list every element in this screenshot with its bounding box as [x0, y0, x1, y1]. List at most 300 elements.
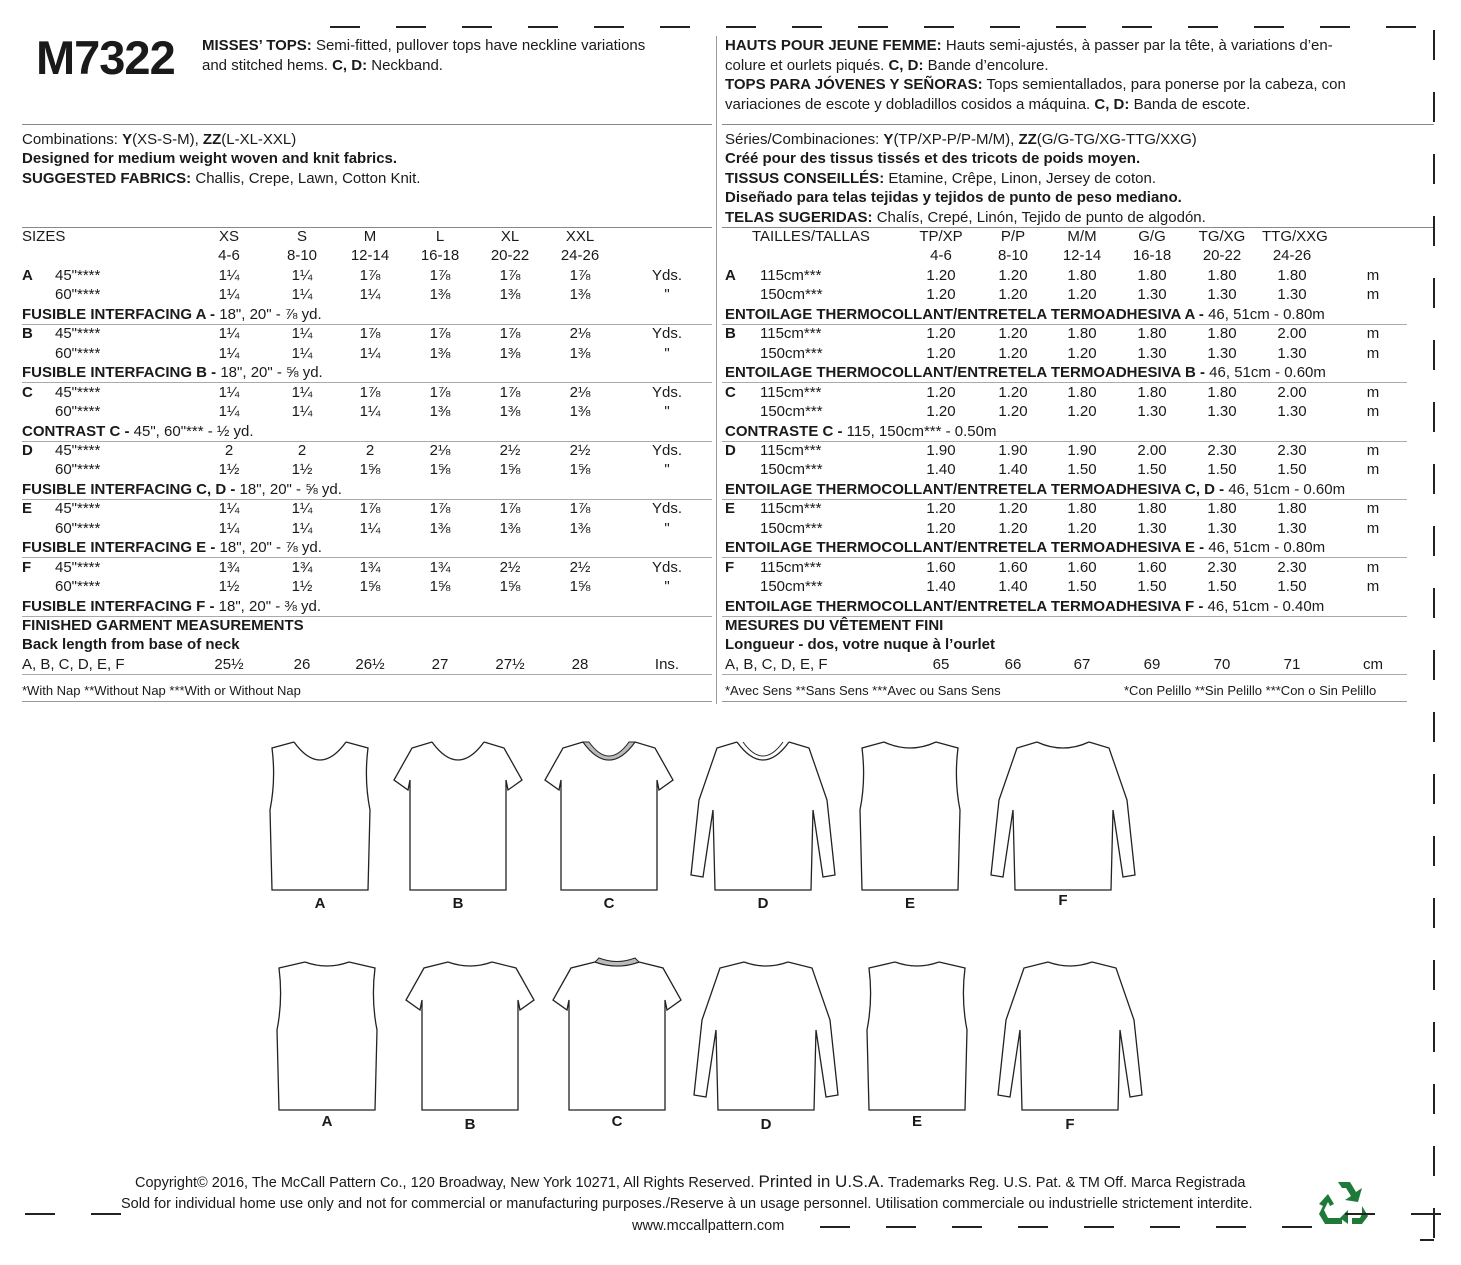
back-length-value: 70	[1213, 655, 1231, 673]
yardage-value: 2.00	[1277, 383, 1307, 401]
yardage-value: 1¾	[218, 558, 240, 576]
fabric-width: 45"****	[55, 325, 101, 343]
yardage-value: 1⅞	[359, 325, 381, 343]
intro-es-views: C, D:	[1094, 95, 1130, 113]
yardage-value: 1¼	[359, 344, 381, 362]
yardage-value: 1.30	[1277, 286, 1307, 304]
size-header: L	[435, 228, 445, 245]
back-length-value: 66	[1004, 655, 1022, 673]
yardage-value: 1.30	[1277, 344, 1307, 362]
yardage-note-label: ENTOILAGE THERMOCOLLANT/ENTRETELA TERMOADHESIVA A -	[725, 305, 1204, 323]
yardage-note-value: 46, 51cm - 0.60m	[1228, 480, 1346, 498]
fabric-width: 115cm***	[760, 325, 822, 343]
yardage-value: 1⅜	[569, 403, 591, 421]
yardage-value: 1.90	[926, 441, 956, 459]
garment-back-E-neckline	[895, 962, 939, 966]
neckband-line	[743, 742, 783, 756]
cut-dash	[1345, 1213, 1375, 1215]
yardage-value: 1.20	[998, 383, 1028, 401]
yardage-value: 1.20	[998, 403, 1028, 421]
back-view-label: A	[321, 1113, 333, 1130]
yardage-note-label: ENTOILAGE THERMOCOLLANT/ENTRETELA TERMOADHESIVA E -	[725, 539, 1205, 557]
yardage-unit: m	[1366, 558, 1380, 576]
yardage-value: 1⅜	[429, 519, 451, 537]
view-letter: A	[725, 266, 736, 284]
yardage-note-label: FUSIBLE INTERFACING C, D -	[22, 480, 236, 498]
yardage-value: 1⅝	[359, 461, 381, 479]
fabric-width: 115cm***	[760, 558, 822, 576]
garment-back-D	[686, 950, 846, 1130]
yardage-value: 1.50	[1207, 578, 1237, 596]
yardage-value: 1.60	[1137, 558, 1167, 576]
yardage-value: 1.20	[998, 266, 1028, 284]
yardage-value: 2.30	[1277, 441, 1307, 459]
intro-es-line1: Tops semientallados, para ponerse por la cabeza, con	[986, 76, 1346, 93]
yardage-value: 1⅞	[429, 383, 451, 401]
fabric-width: 115cm***	[760, 441, 822, 459]
size-header: TP/XP	[919, 228, 963, 245]
cut-dash-vertical	[1433, 464, 1435, 494]
yardage-value: 1.80	[1067, 325, 1097, 343]
size-header: G/G	[1138, 228, 1166, 245]
yardage-note-label: FUSIBLE INTERFACING F -	[22, 597, 215, 615]
left-combinations: Combinations: Y(XS-S-M), ZZ(L-XL-XXL)	[22, 131, 297, 148]
yardage-value: 1.20	[926, 286, 956, 304]
table-row-rule	[22, 674, 712, 675]
table-row-rule	[722, 674, 1407, 675]
yardage-unit: "	[664, 344, 670, 362]
yardage-value: 1¼	[218, 519, 240, 537]
size-header: XL	[500, 228, 520, 245]
cut-dash	[528, 26, 558, 28]
yardage-value: 2.00	[1137, 441, 1167, 459]
table-bottom-rule	[722, 701, 1407, 702]
cut-dash	[1411, 1213, 1441, 1215]
cut-dash-vertical	[1433, 1208, 1435, 1238]
garment-front-F-outline	[991, 742, 1135, 890]
yardage-value: 1½	[218, 578, 240, 596]
yardage-value: 1.20	[926, 403, 956, 421]
intro-es-line2-end: Banda de escote.	[1133, 95, 1251, 113]
yardage-value: 1.80	[1067, 266, 1097, 284]
fabric-width: 115cm***	[760, 500, 822, 518]
yardage-value: 1¼	[291, 286, 313, 304]
cut-dash	[91, 1213, 121, 1215]
yardage-value: 1⅝	[429, 461, 451, 479]
yardage-value: 1.20	[998, 325, 1028, 343]
yardage-value: 2	[365, 441, 375, 459]
yardage-note	[22, 422, 254, 441]
yardage-value: 1.50	[1277, 578, 1307, 596]
view-letter: F	[22, 558, 32, 576]
garment-back-E-outline	[867, 962, 967, 1110]
yardage-value: 1.20	[998, 286, 1028, 304]
column-divider	[716, 36, 717, 704]
yardage-value: 1⅞	[569, 266, 591, 284]
front-view-label: E	[904, 895, 915, 912]
yardage-note-label: ENTOILAGE THERMOCOLLANT/ENTRETELA TERMOADHESIVA B -	[725, 364, 1205, 382]
yardage-value: 1.20	[998, 344, 1028, 362]
yardage-value: 1.80	[1137, 383, 1167, 401]
yardage-value: 2.00	[1277, 325, 1307, 343]
yardage-note-label: FUSIBLE INTERFACING E -	[22, 539, 216, 557]
size-range: 8-10	[286, 247, 318, 265]
right-suggested-es: TELAS SUGERIDAS: Chalís, Crepé, Linón, Tejido de punto de algodón.	[725, 209, 1206, 226]
garment-front-B-outline	[394, 742, 522, 890]
back-length-value: 28	[571, 655, 589, 673]
yardage-value: 1.80	[1207, 266, 1237, 284]
yardage-value: 1¼	[218, 266, 240, 284]
cut-dash	[1122, 26, 1152, 28]
yardage-value: 1.30	[1137, 344, 1167, 362]
yardage-value: 1.60	[926, 558, 956, 576]
yardage-note-value: 18", 20" - ⅝ yd.	[220, 364, 323, 382]
footer-website: www.mccallpattern.com	[632, 1218, 785, 1234]
garment-front-C	[529, 730, 689, 910]
fabric-width: 60"****	[55, 519, 101, 537]
back-view-label: B	[464, 1116, 476, 1133]
size-range: 20-22	[1202, 247, 1242, 265]
yardage-value: 1½	[291, 578, 313, 596]
yardage-value: 1¼	[291, 325, 313, 343]
yardage-value: 1.20	[926, 325, 956, 343]
intro-es-title: TOPS PARA JÓVENES Y SEÑORAS:	[725, 76, 983, 93]
back-length-value: 71	[1283, 655, 1301, 673]
back-length-value: 25½	[214, 655, 244, 673]
yardage-value: 1⅞	[499, 266, 521, 284]
yardage-value: 1.30	[1207, 519, 1237, 537]
yardage-note-label: FUSIBLE INTERFACING A -	[22, 305, 216, 323]
back-view-label: E	[911, 1113, 922, 1130]
yardage-note-label: ENTOILAGE THERMOCOLLANT/ENTRETELA TERMOADHESIVA C, D -	[725, 480, 1225, 498]
garment-back-A	[247, 950, 407, 1130]
cut-dash	[952, 1226, 982, 1228]
yardage-value: 1.80	[1277, 500, 1307, 518]
garment-front-A	[240, 730, 400, 910]
yardage-value: 1¼	[291, 266, 313, 284]
yardage-value: 1.20	[998, 519, 1028, 537]
yardage-unit: "	[664, 461, 670, 479]
cut-dash	[1320, 26, 1350, 28]
cut-dash-vertical	[1433, 898, 1435, 928]
yardage-value: 2½	[499, 558, 521, 576]
size-header: TG/XG	[1198, 228, 1246, 245]
cut-dash	[1386, 26, 1416, 28]
cut-dash-vertical	[1433, 340, 1435, 370]
size-range: 12-14	[1062, 247, 1102, 265]
fabric-width: 60"****	[55, 403, 101, 421]
back-length-value: 67	[1073, 655, 1091, 673]
fabric-width: 115cm***	[760, 266, 822, 284]
yardage-value: 1⅝	[569, 578, 591, 596]
yardage-value: 1.60	[1067, 558, 1097, 576]
yardage-value: 1.30	[1137, 286, 1167, 304]
yardage-value: 1.50	[1067, 461, 1097, 479]
yardage-value: 1¼	[218, 383, 240, 401]
cut-dash-vertical	[1433, 1084, 1435, 1114]
intro-fr-title: HAUTS POUR JEUNE FEMME:	[725, 37, 942, 54]
garment-back-F	[990, 950, 1150, 1130]
back-view-label: F	[1065, 1116, 1075, 1133]
nap-note: *With Nap **Without Nap ***With or Without Nap	[22, 683, 301, 699]
right-designed-fr: Créé pour des tissus tissés et des tricots de poids moyen.	[725, 150, 1141, 167]
sizes-label: TAILLES/TALLAS	[752, 228, 870, 245]
front-view-label: B	[452, 895, 464, 912]
header-rule-left	[22, 124, 712, 125]
garment-back-A-neckline	[305, 962, 349, 966]
yardage-value: 2½	[569, 558, 591, 576]
yardage-value: 1⅞	[499, 383, 521, 401]
yardage-value: 1¼	[291, 383, 313, 401]
back-view-label: D	[760, 1116, 772, 1133]
back-length-views: A, B, C, D, E, F	[725, 655, 828, 673]
garment-back-C	[537, 950, 697, 1130]
yardage-value: 1⅞	[429, 325, 451, 343]
garment-front-B-neckline	[432, 742, 484, 760]
cut-dash-vertical	[1433, 650, 1435, 680]
view-letter: A	[22, 266, 33, 284]
fabric-width: 45"****	[55, 558, 101, 576]
yardage-value: 2.30	[1207, 558, 1237, 576]
cut-dash	[726, 26, 756, 28]
yardage-value: 2⅛	[569, 325, 591, 343]
fabric-width: 60"****	[55, 286, 101, 304]
cut-dash-vertical	[1433, 1146, 1435, 1176]
cut-dash	[1254, 26, 1284, 28]
intro-french-spanish	[725, 36, 1435, 114]
yardage-value: 1⅜	[429, 286, 451, 304]
garment-back-B-outline	[406, 962, 534, 1110]
cut-dash	[924, 26, 954, 28]
yardage-value: 1⅝	[569, 461, 591, 479]
garment-back-B-neckline	[448, 962, 492, 966]
yardage-value: 1.90	[1067, 441, 1097, 459]
yardage-value: 1⅞	[359, 500, 381, 518]
garment-front-C-outline	[545, 742, 673, 890]
garment-back-F-neckline	[1048, 962, 1092, 966]
garment-back-D-neckline	[744, 962, 788, 966]
size-range: 16-18	[1132, 247, 1172, 265]
back-length-value: 26½	[355, 655, 385, 673]
yardage-value: 1¾	[291, 558, 313, 576]
cut-dash	[858, 26, 888, 28]
cut-dash	[462, 26, 492, 28]
size-range: 12-14	[350, 247, 390, 265]
garment-back-E	[837, 950, 997, 1130]
yardage-unit: m	[1366, 325, 1380, 343]
yardage-value: 2½	[499, 441, 521, 459]
yardage-value: 1.50	[1277, 461, 1307, 479]
right-suggested-fr: TISSUS CONSEILLÉS: Etamine, Crêpe, Linon, Jersey de coton.	[725, 170, 1157, 187]
cut-dash-vertical	[1433, 154, 1435, 184]
yardage-value: 1¼	[218, 286, 240, 304]
yardage-value: 1.20	[998, 500, 1028, 518]
cut-dash	[1150, 1226, 1180, 1228]
yardage-value: 2⅛	[569, 383, 591, 401]
yardage-value: 1.80	[1067, 500, 1097, 518]
intro-fr-line2: colure et ourlets piqués.	[725, 56, 885, 74]
yardage-value: 1⅞	[359, 266, 381, 284]
yardage-note-value: 18", 20" - ⅞ yd.	[219, 305, 322, 323]
left-designed: Designed for medium weight woven and knit fabrics.	[22, 150, 398, 167]
yardage-value: 1⅞	[359, 383, 381, 401]
yardage-value: 1.80	[1137, 500, 1167, 518]
back-length-label: Longueur - dos, votre nuque à l’ourlet	[725, 636, 996, 654]
yardage-value: 1¼	[291, 519, 313, 537]
yardage-value: 1⅜	[569, 286, 591, 304]
yardage-value: 1¼	[291, 500, 313, 518]
cut-dash-vertical	[1433, 960, 1435, 990]
yardage-value: 2	[224, 441, 234, 459]
fabric-width: 150cm***	[760, 344, 823, 362]
yardage-unit: "	[664, 519, 670, 537]
back-length-label: Back length from base of neck	[22, 636, 240, 654]
yardage-value: 1⅜	[499, 344, 521, 362]
size-header: XS	[218, 228, 239, 245]
yardage-note	[725, 363, 1326, 382]
cut-dash	[1282, 1226, 1312, 1228]
garment-back-C-outline	[553, 962, 681, 1110]
view-letter: C	[725, 383, 736, 401]
yardage-note	[22, 305, 322, 324]
size-range: 20-22	[490, 247, 530, 265]
size-header: M	[363, 228, 377, 245]
cut-dash	[820, 1226, 850, 1228]
yardage-note-value: 46, 51cm - 0.80m	[1208, 305, 1325, 323]
yardage-unit: Yds.	[651, 383, 682, 401]
garment-front-E-neckline	[884, 742, 936, 748]
size-range: 4-6	[218, 247, 240, 265]
garment-front-F	[983, 730, 1143, 910]
recycle-icon	[1318, 1178, 1370, 1226]
cut-dash	[660, 26, 690, 28]
pattern-number: M7322	[36, 31, 175, 84]
garment-front-A-outline	[270, 742, 370, 890]
yardage-note	[725, 305, 1325, 324]
yardage-value: 1⅞	[499, 500, 521, 518]
yardage-unit: "	[664, 403, 670, 421]
yardage-value: 1¼	[359, 519, 381, 537]
garment-front-F-neckline	[1037, 742, 1089, 748]
yardage-note-label: CONTRAST C -	[22, 422, 130, 440]
garment-back-D-outline	[694, 962, 838, 1110]
back-length-views: A, B, C, D, E, F	[22, 655, 125, 673]
yardage-value: 1¾	[359, 558, 381, 576]
front-view-label: C	[603, 895, 615, 912]
yardage-value: 1⅞	[429, 266, 451, 284]
garment-back-A-outline	[277, 962, 377, 1110]
view-letter: F	[725, 558, 735, 576]
cut-dash-vertical	[1433, 526, 1435, 556]
size-header: M/M	[1067, 228, 1097, 245]
yardage-value: 1.80	[1137, 325, 1167, 343]
yardage-unit: "	[664, 286, 670, 304]
yardage-value: 1.30	[1277, 519, 1307, 537]
fabric-width: 150cm***	[760, 286, 823, 304]
yardage-note	[22, 480, 342, 499]
view-letter: E	[22, 500, 33, 518]
yardage-value: 1.30	[1277, 403, 1307, 421]
yardage-unit: "	[664, 578, 670, 596]
intro-fr-views: C, D:	[888, 56, 924, 74]
yardage-note	[725, 538, 1325, 557]
fabric-width: 45"****	[55, 383, 101, 401]
printed-text: Printed in U.S.A.	[758, 1172, 885, 1191]
size-range: 24-26	[560, 247, 600, 265]
yardage-unit: m	[1366, 344, 1380, 362]
finished-heading: MESURES DU VÊTEMENT FINI	[725, 617, 944, 634]
yardage-value: 1.50	[1067, 578, 1097, 596]
yardage-value: 1.60	[998, 558, 1028, 576]
yardage-unit: Yds.	[651, 266, 682, 284]
fabric-width: 60"****	[55, 344, 101, 362]
intro-en-title: MISSES’ TOPS:	[202, 37, 312, 54]
yardage-unit: Yds.	[651, 325, 682, 343]
yardage-value: 1¾	[429, 558, 451, 576]
cut-dash-vertical	[1433, 836, 1435, 866]
cut-dash	[1216, 1226, 1246, 1228]
header-rule-right	[722, 124, 1434, 125]
yardage-value: 1.80	[1067, 383, 1097, 401]
footer-copyright-line	[135, 1172, 1245, 1192]
yardage-note-value: 46, 51cm - 0.80m	[1208, 539, 1326, 557]
fabric-width: 45"****	[55, 500, 101, 518]
yardage-value: 1¼	[291, 403, 313, 421]
yardage-value: 1⅞	[499, 325, 521, 343]
yardage-note-label: CONTRASTE C -	[725, 422, 843, 440]
yardage-note	[22, 538, 322, 557]
yardage-unit: Yds.	[651, 558, 682, 576]
yardage-note	[725, 422, 996, 441]
yardage-value: 1¼	[359, 403, 381, 421]
yardage-value: 1½	[218, 461, 240, 479]
yardage-unit: Yds.	[651, 500, 682, 518]
yardage-unit: Yds.	[651, 441, 682, 459]
yardage-value: 1.30	[1137, 403, 1167, 421]
yardage-unit: m	[1366, 383, 1380, 401]
cut-dash	[330, 26, 360, 28]
yardage-value: 1¼	[218, 403, 240, 421]
fabric-width: 150cm***	[760, 403, 823, 421]
size-header: XXL	[565, 228, 595, 245]
yardage-unit: m	[1366, 578, 1380, 596]
view-letter: B	[725, 325, 736, 343]
yardage-value: 1⅜	[429, 344, 451, 362]
yardage-note-value: 45", 60"*** - ½ yd.	[133, 422, 254, 440]
intro-es-line2: variaciones de escote y dobladillos cosidos a máquina.	[725, 95, 1091, 113]
cut-dash-vertical	[1433, 1022, 1435, 1052]
intro-en-line2: and stitched hems.	[202, 56, 328, 74]
yardage-note-label: FUSIBLE INTERFACING B -	[22, 364, 217, 382]
footer-sold-line: Sold for individual home use only and not for commercial or manufacturing purposes./Reserve à un usage personnel. Utilisation commerciale ou industrielle strictement interdite.	[121, 1196, 1253, 1212]
right-combinations: Séries/Combinaciones: Y(TP/XP-P/P-M/M), ZZ(G/G-TG/XG-TTG/XXG)	[725, 131, 1197, 148]
yardage-unit: m	[1366, 500, 1380, 518]
back-view-label: C	[611, 1113, 623, 1130]
garment-back-F-outline	[998, 962, 1142, 1110]
front-view-label: D	[757, 895, 769, 912]
yardage-value: 1.30	[1137, 519, 1167, 537]
yardage-value: 1⅝	[429, 578, 451, 596]
size-header: TTG/XXG	[1262, 228, 1328, 245]
fabric-width: 150cm***	[760, 519, 823, 537]
cut-dash-vertical	[1433, 712, 1435, 742]
yardage-note	[725, 597, 1324, 616]
view-letter: C	[22, 383, 33, 401]
yardage-value: 1.40	[998, 578, 1028, 596]
yardage-value: 1.80	[1277, 266, 1307, 284]
yardage-note-value: 46, 51cm - 0.60m	[1209, 364, 1326, 382]
yardage-value: 1⅜	[569, 344, 591, 362]
